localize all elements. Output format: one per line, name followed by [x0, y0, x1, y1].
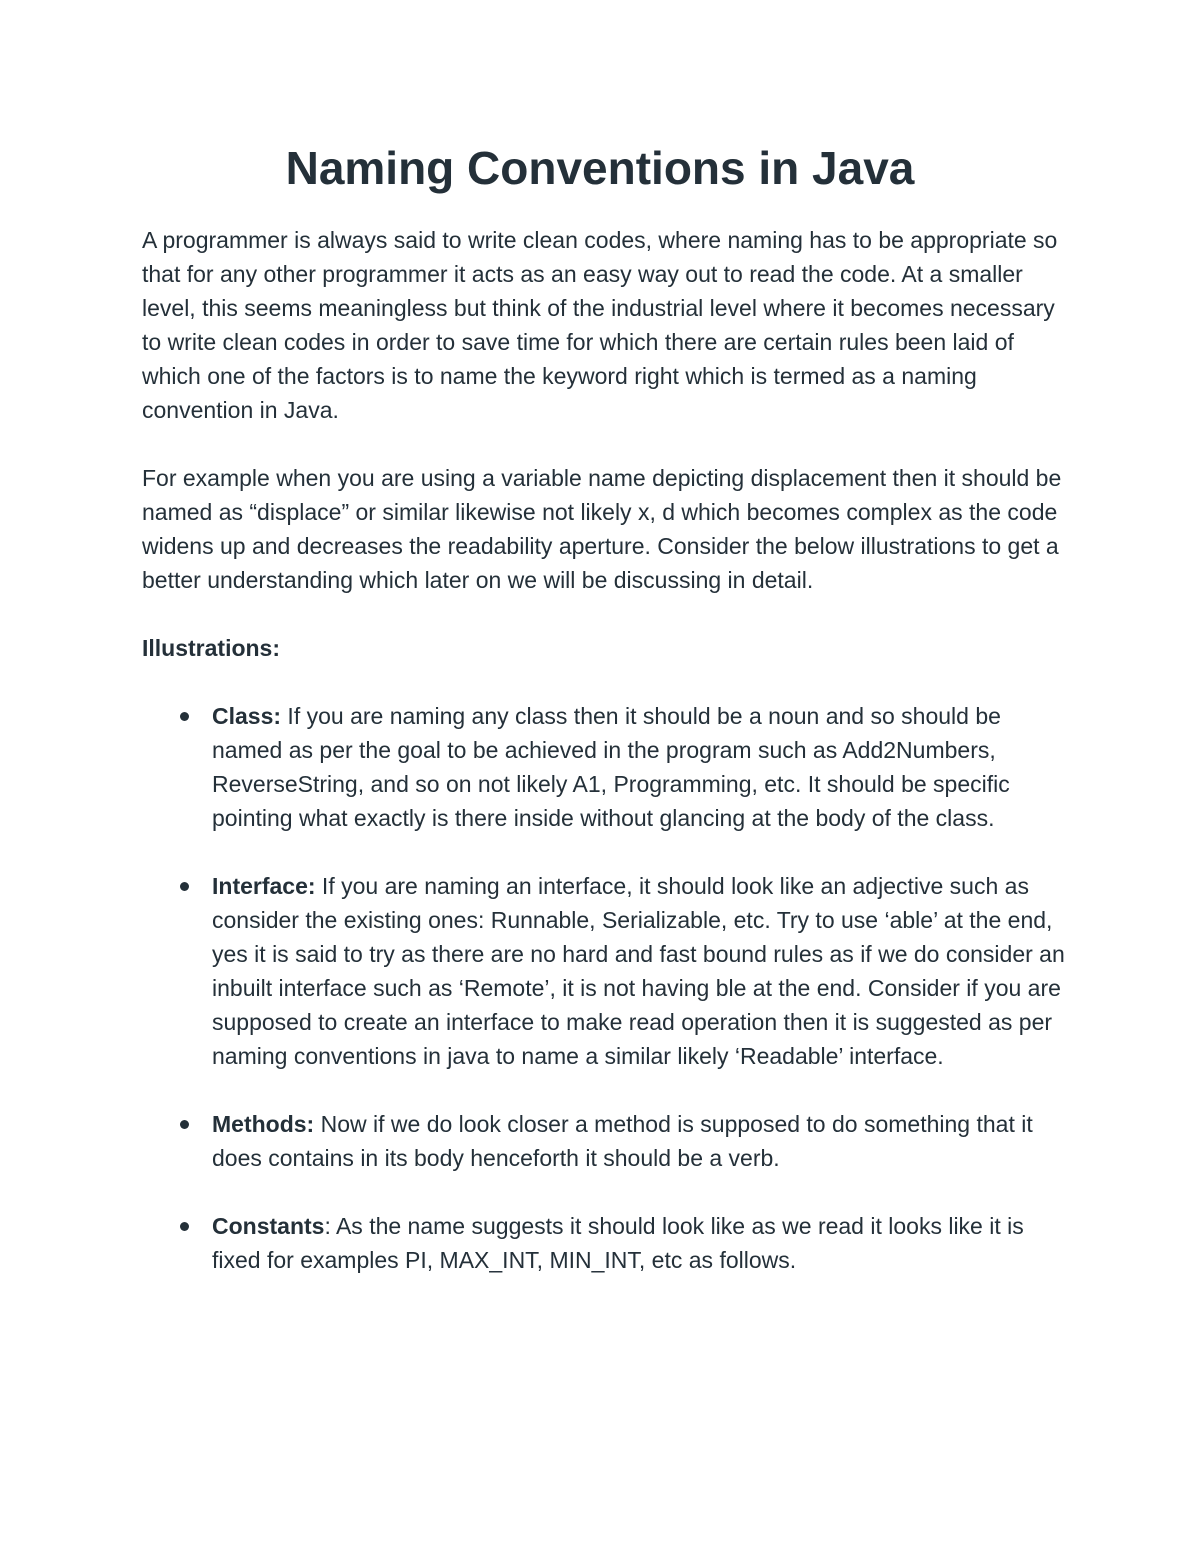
- bullet-icon: [180, 1222, 189, 1231]
- list-item-text: If you are naming any class then it should be a noun and so should be named as per the goal to be achieved in the program such as Add2Numbers, ReverseString, and so on not likely A1, Programming, etc. It should be specific pointing what exactly is there inside without glancing at the body of the class.: [212, 703, 1010, 831]
- list-item-class: [142, 699, 1072, 835]
- page-title: Naming Conventions in Java: [285, 142, 915, 194]
- list-item-term: Class:: [212, 703, 282, 729]
- list-item-text: If you are naming an interface, it should look like an adjective such as consider the existing ones: Runnable, Serializable, etc. Try to use ‘able’ at the end, yes it is said to try as there are no hard and fast bound rules as if we do consider an inbuilt interface such as ‘Remote’, it is not having ble at the end. Consider if you are supposed to create an interface to make read operation then it is suggested as per naming conventions in java to name a similar likely ‘Readable’ interface.: [212, 873, 1065, 1069]
- list-item-text: Now if we do look closer a method is supposed to do something that it does contains in its body henceforth it should be a verb.: [212, 1111, 1033, 1171]
- list-item-term: Interface:: [212, 873, 316, 899]
- list-item-methods: [142, 1107, 1072, 1175]
- list-item-text: : As the name suggests it should look like as we read it looks like it is fixed for examples PI, MAX_INT, MIN_INT, etc as follows.: [212, 1213, 1024, 1273]
- bullet-icon: [180, 1120, 189, 1129]
- list-item-term: Constants: [212, 1213, 325, 1239]
- list-item-constants: [142, 1209, 1072, 1277]
- bullet-icon: [180, 712, 189, 721]
- document-body: [142, 223, 1072, 1311]
- illustrations-list: [142, 699, 1072, 1277]
- intro-paragraph: A programmer is always said to write clean codes, where naming has to be appropriate so that for any other programmer it acts as an easy way out to read the code. At a smaller level, this seems meaningless but think of the industrial level where it becomes necessary to write clean codes in order to save time for which there are certain rules been laid of which one of the factors is to name the keyword right which is termed as a naming convention in Java.: [142, 227, 1058, 423]
- bullet-icon: [180, 882, 189, 891]
- list-item-term: Methods:: [212, 1111, 315, 1137]
- section-heading: Illustrations:: [142, 635, 281, 661]
- example-paragraph: For example when you are using a variable name depicting displacement then it should be named as “displace” or similar likewise not likely x, d which becomes complex as the code widens up and decreases the readability aperture. Consider the below illustrations to get a better understanding which later on we will be discussing in detail.: [142, 465, 1062, 593]
- list-item-interface: [142, 869, 1072, 1073]
